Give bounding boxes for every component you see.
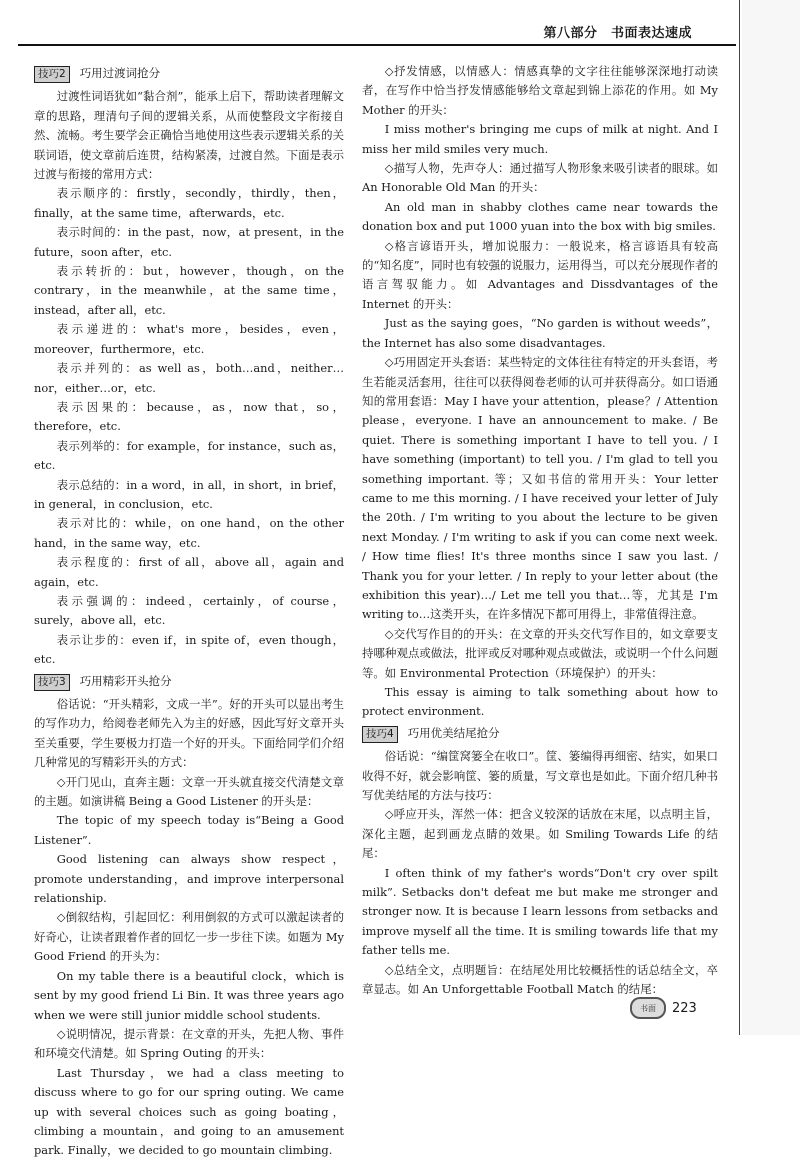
paragraph: 过渡性词语犹如“黏合剂”，能承上启下，帮助读者理解文章的思路，理清句子间的逻辑关系，从而使整段文字衔接自然、流畅。考生要学会正确恰当地使用这些表示逻辑关系的关联词语，使文章前后连贯，结构紧凑，过渡自然。下面是表示过渡与衔接的常用方式： [34, 89, 344, 182]
paragraph: On my table there is a beautiful clock，which is sent by my good friend Li Bin. It was three years ago when we were still junior middle school students. [34, 968, 344, 1022]
paragraph: ◇抒发情感，以情感人：情感真挚的文字往往能够深深地打动读者，在写作中恰当抒发情感能够给文章起到锦上添花的作用。如 My Mother 的开头： [362, 64, 718, 117]
tip-title: 巧用精彩开头抢分 [79, 673, 172, 688]
paragraph: ◇开门见山，直奔主题：文章一开头就直接交代清楚文章的主题。如演讲稿 Being a Good Listener 的开头是： [34, 774, 344, 809]
paragraph: 表示顺序的：firstly，secondly，thirdly，then，finally，at the same time，afterwards，etc. [34, 186, 344, 220]
paragraph: Just as the saying goes，“No garden is without weeds”，the Internet has also some disadvantages. [362, 316, 718, 350]
paragraph: 表示转折的：but，however，though，on the contrary，in the meanwhile，at the same time，instead，after all，etc. [34, 264, 344, 317]
tip-title: 巧用过渡词抢分 [79, 66, 161, 80]
paragraph: Good listening can always show respect，promote understanding，and improve interpersonal relationship. [34, 852, 344, 906]
paragraph: The topic of my speech today is“Being a Good Listener”. [34, 813, 344, 847]
paragraph: An old man in shabby clothes came near towards the donation box and put 1000 yuan into the box with big smiles. [362, 199, 718, 234]
right-column [362, 62, 718, 1000]
header-rule [18, 44, 736, 46]
paragraph: I often think of my father's words“Don't cry over spilt milk”. Setbacks don't defeat me but make me stronger and stronger now. It is because I learn lessons from setbacks and improve myself all the time. It is smiling towards life that my father tells me. [362, 865, 718, 958]
paragraph: ◇呼应开头，浑然一体：把含义较深的话放在末尾，以点明主旨，深化主题，起到画龙点睛的效果。如 Smiling Towards Life 的结尾： [362, 807, 718, 861]
page-number: 223 [672, 1000, 697, 1016]
paragraph: ◇倒叙结构，引起回忆：利用倒叙的方式可以激起读者的好奇心，让读者跟着作者的回忆一步一步往下读。如题为 My Good Friend 的开头为： [34, 910, 344, 964]
tip-heading [362, 724, 718, 743]
paragraph: This essay is aiming to talk something about how to protect environment. [362, 685, 718, 719]
paragraph: ◇描写人物，先声夺人：通过描写人物形象来吸引读者的眼球。如 An Honorable Old Man 的开头： [362, 161, 718, 195]
paragraph: 俗话说：“开头精彩，文成一半”。好的开头可以显出考生的写作功力，给阅卷老师先入为主的好感，因此写好文章开头至关重要，学生要极力打造一个好的开头。下面给同学们介绍几种常见的写精彩开头的方式： [34, 697, 344, 770]
tip-heading [34, 64, 344, 83]
tip-label: 技巧3 [34, 674, 70, 691]
header-section-title: 第八部分 书面表达速成 [543, 26, 692, 41]
tip-title: 巧用优美结尾抢分 [407, 725, 500, 740]
tip-label: 技巧2 [34, 66, 70, 83]
paragraph: I miss mother's bringing me cups of milk at night. And I miss her mild smiles very much. [362, 122, 718, 156]
left-column [34, 62, 344, 1161]
paragraph: 表示因果的：because，as，now that，so，therefore，etc. [34, 399, 344, 434]
paragraph: ◇说明情况，提示背景：在文章的开头，先把人物、事件和环境交代清楚。如 Spring Outing 的开头： [34, 1026, 344, 1061]
paragraph: ◇格言谚语开头，增加说服力：一般说来，格言谚语具有较高的“知名度”，同时也有较强的说服力，运用得当，可以充分展现作者的语言驾驭能力。如 Advantages and Dissdvantages of the Internet 的开头： [362, 238, 718, 311]
page-number-area [630, 996, 697, 1020]
paragraph: 表示列举的：for example，for instance，such as，etc. [34, 438, 344, 473]
tip-heading [34, 672, 344, 691]
paragraph: 表示时间的：in the past，now，at present，in the future，soon after，etc. [34, 225, 344, 259]
paragraph: ◇交代写作目的的开头：在文章的开头交代写作目的，如文章要支持哪种观点或做法，批评或反对哪种观点或做法，或说明一个什么问题等。如 Environmental Protection（环境保护）的开头： [362, 626, 718, 680]
paragraph: 表示对比的：while，on one hand，on the other hand，in the same way，etc. [34, 516, 344, 550]
paragraph: Last Thursday，we had a class meeting to discuss where to go for our spring outing. We came up with several choices such as going boating，climbing a mountain，and going to an amusement park. Finally，we decided to go mountain climbing. [34, 1065, 344, 1158]
paragraph: 表示并列的：as well as，both…and，neither…nor，either…or，etc. [34, 361, 344, 395]
tip-label: 技巧4 [362, 726, 398, 743]
paragraph: ◇巧用固定开头套语：某些特定的文体往往有特定的开头套语，考生若能灵活套用，往往可以获得阅卷老师的认可并获得高分。如口语通知的常用套语：May I have your attention，please？/ Attention please，everyone. I have an announcement to make. / Be quiet. There is something important I have to tell you. / I have something (important) to tell you. / I'm glad to tell you something important. 等；又如书信的常用开头：Your letter came to me this morning. / I have received your letter of July the 20th. / I'm writing to you about the lecture to be given next Monday. / I'm writing to ask if you can come next week. / How time flies! It's three months since I saw you last. / Thank you for your letter. / In reply to your letter about (the exhibition this year)…/ Let me tell you that…等，尤其是 I'm writing to…这类开头，在许多情况下都可用得上，非常值得注意。 [362, 355, 718, 622]
paragraph: 表示递进的：what's more，besides，even，moreover，furthermore，etc. [34, 322, 344, 356]
paragraph: ◇总结全文，点明题旨：在结尾处用比较概括性的话总结全文，卒章显志。如 An Unforgettable Football Match 的结尾： [362, 962, 718, 997]
right-margin-strip [742, 0, 800, 1035]
paragraph: 表示程度的：first of all，above all，again and again，etc. [34, 555, 344, 589]
paragraph: 表示让步的：even if，in spite of，even though，etc. [34, 632, 344, 667]
paragraph: 表示总结的：in a word，in all，in short，in brief，in general，in conclusion，etc. [34, 477, 344, 511]
paragraph: 表示强调的：indeed，certainly，of course，surely，above all，etc. [34, 593, 344, 628]
page-badge-icon: 书面 [630, 997, 666, 1019]
paragraph: 俗话说：“编筐窝篓全在收口”。筐、篓编得再细密、结实，如果口收得不好，就会影响筐、篓的质量，写文章也是如此。下面介绍几种书写优美结尾的方法与技巧： [362, 749, 718, 803]
right-border-line [739, 0, 740, 1035]
